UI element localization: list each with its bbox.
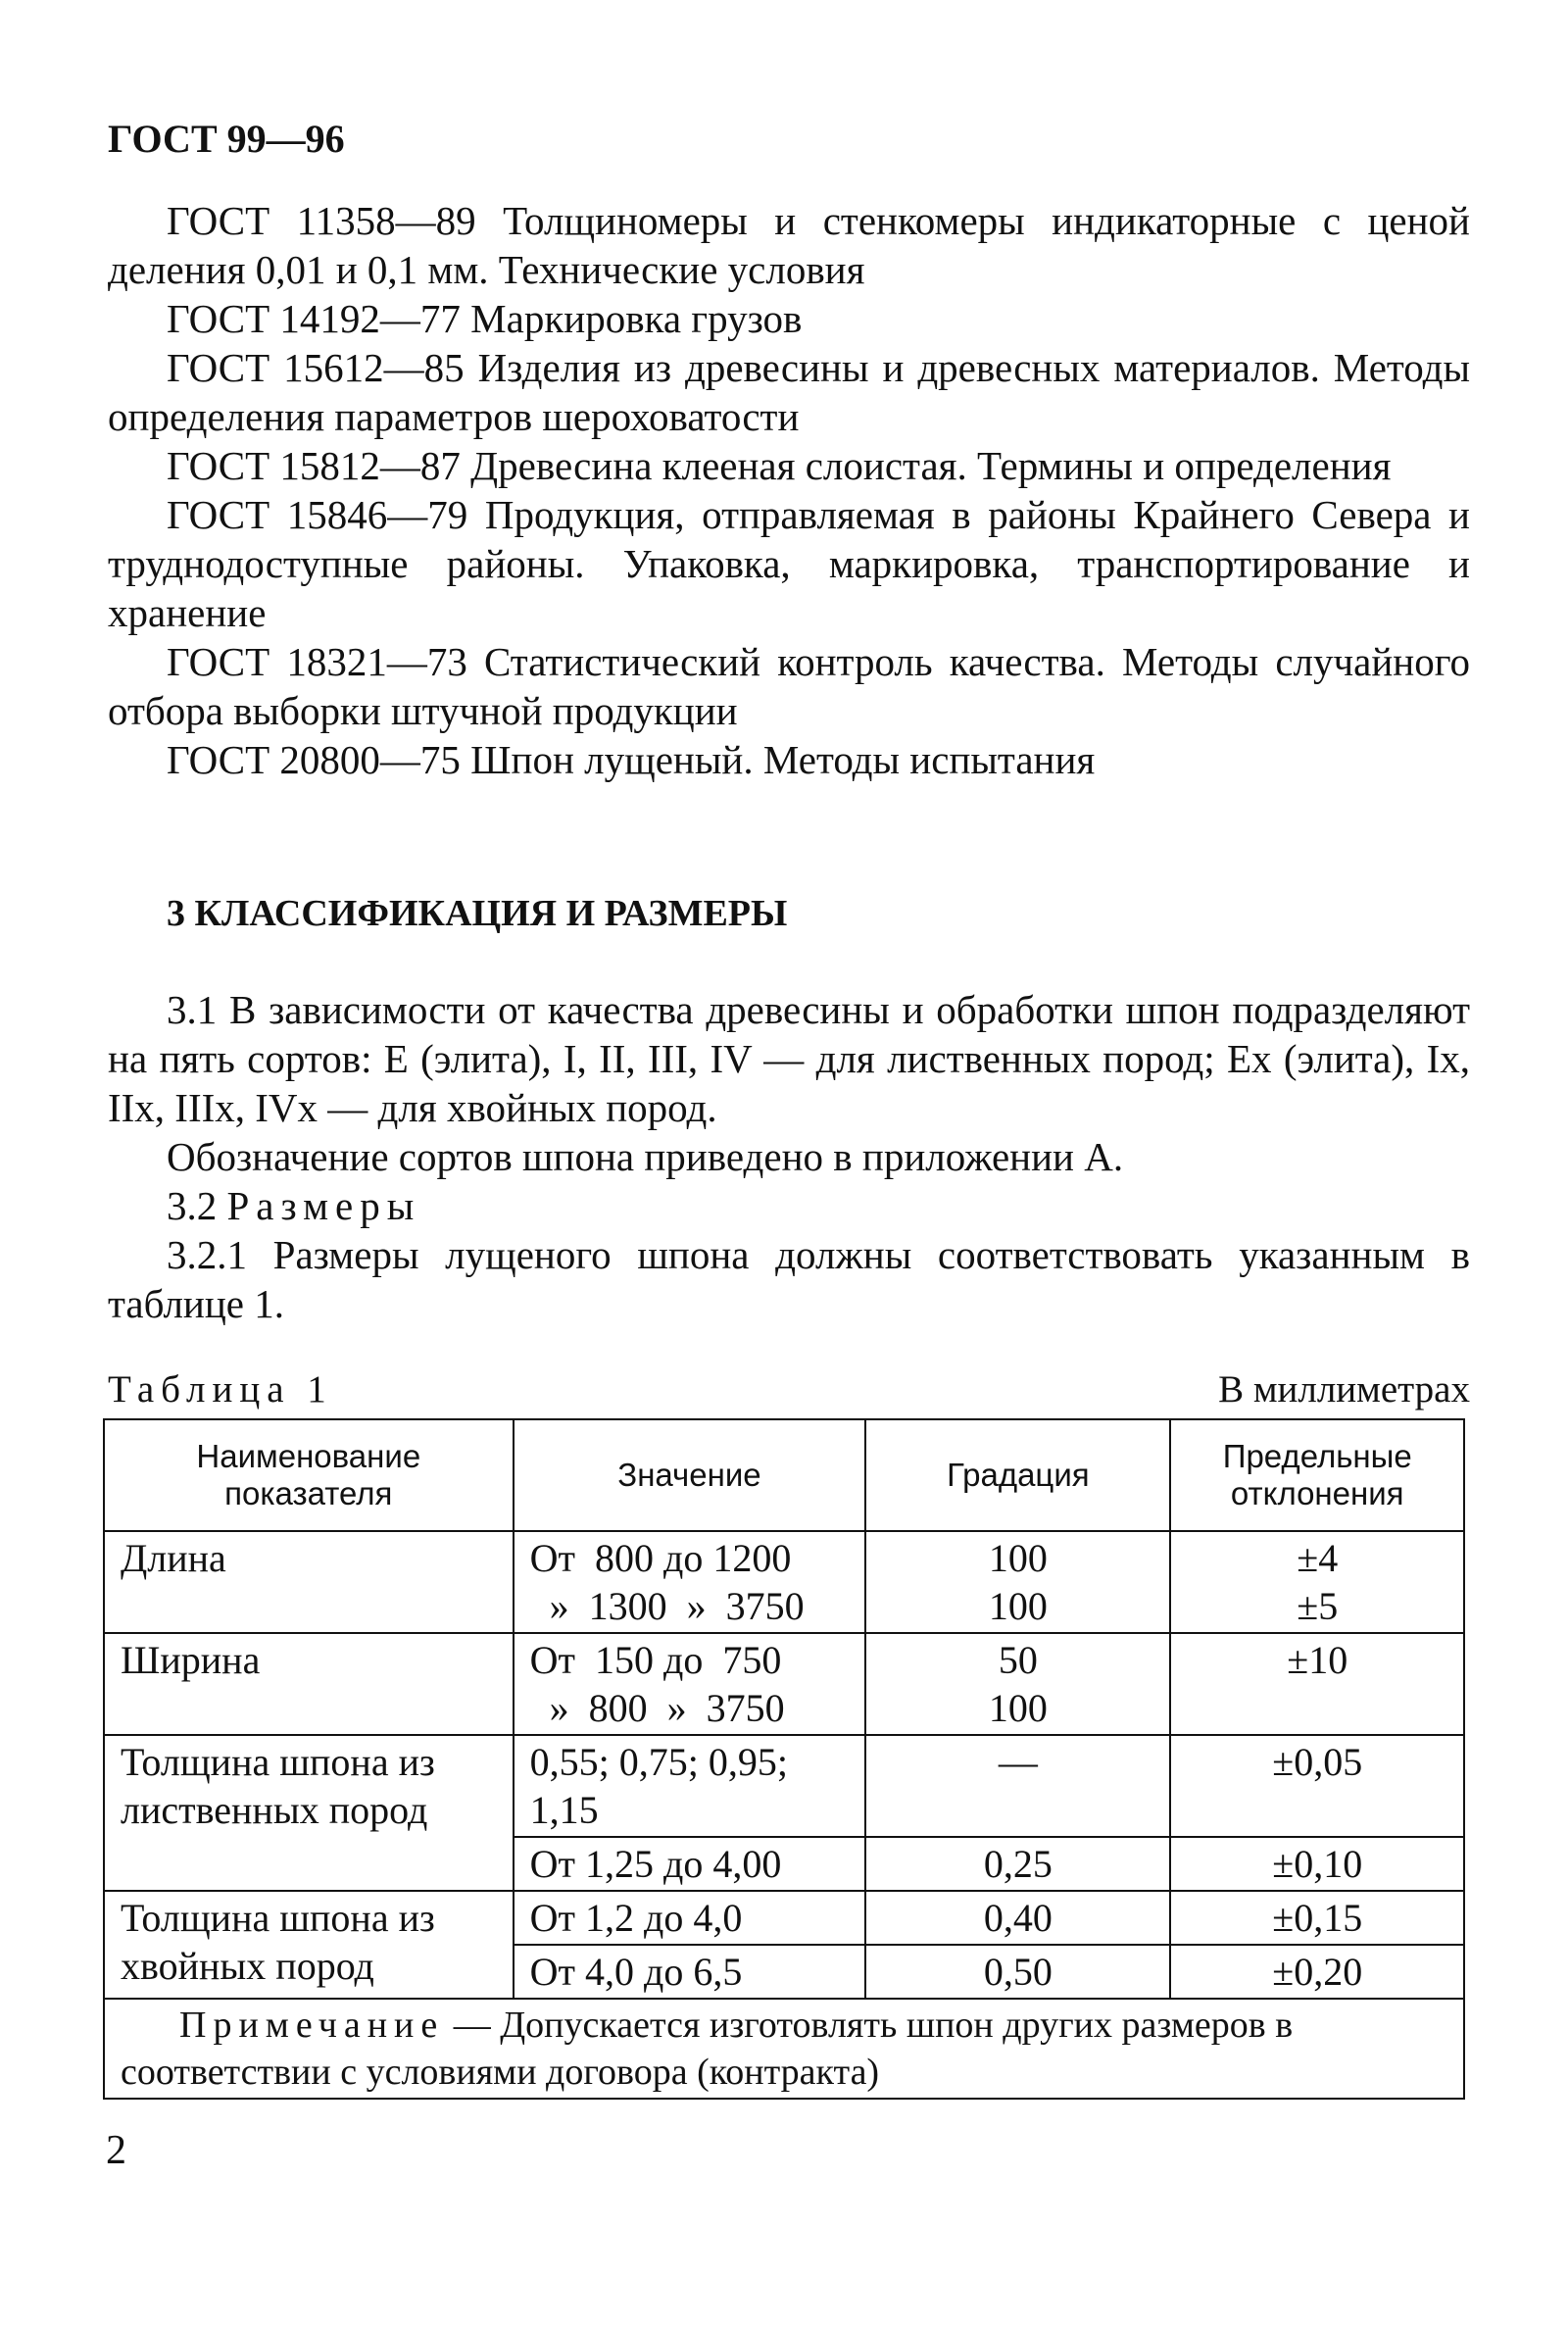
row-name: Длина [104,1531,514,1633]
reference-item: ГОСТ 11358—89 Толщиномеры и стенкомеры индикаторные с ценой деления 0,01 и 0,1 мм. Технические условия [108,198,1470,292]
deviation-cell: ±0,05 [1170,1735,1464,1837]
deviation-cell: ±0,20 [1170,1945,1464,1999]
grad-cell: 0,50 [865,1945,1170,1999]
paragraph-3-1: 3.1 В зависимости от качества древесины и обработки шпон подразделяют на пять сортов: Е (элита), I, II, III, IV — для лиственных пород; Ех (элита), Ix, IIx, IIIx, IVx — для хвойных пород. [108,987,1470,1130]
table-row [104,1633,1464,1735]
grad-cell: 100 100 [865,1531,1170,1633]
reference-item: ГОСТ 15612—85 Изделия из древесины и древесных материалов. Методы определения параметров шероховатости [108,345,1470,439]
grad-cell: 0,25 [865,1837,1170,1891]
clause-title: Размеры [226,1183,421,1228]
deviation-cell: ±0,15 [1170,1891,1464,1945]
deviation-cell: ±0,10 [1170,1837,1464,1891]
row-name: Толщина шпона из лиственных пород [104,1735,514,1891]
table-note [104,1999,1464,2099]
value-cell: От 1,25 до 4,00 [514,1837,866,1891]
note-label: Примечание [179,2005,445,2046]
table-header-row [104,1419,1464,1531]
header-cell: Предельные отклонения [1170,1419,1464,1531]
table-caption: Таблица 1 [108,1368,333,1411]
value-cell: 0,55; 0,75; 0,95; 1,15 [514,1735,866,1837]
row-name: Ширина [104,1633,514,1735]
reference-item: ГОСТ 18321—73 Статистический контроль качества. Методы случайного отбора выборки штучной продукции [108,639,1470,733]
classification-section [108,985,1470,1328]
table-row [104,1735,1464,1837]
paragraph-3-2-heading [108,1181,1470,1230]
paragraph-3-2-1: 3.2.1 Размеры лущеного шпона должны соответствовать указанным в таблице 1. [108,1232,1470,1326]
page-number: 2 [106,2128,126,2173]
value-cell: От 4,0 до 6,5 [514,1945,866,1999]
reference-item: ГОСТ 14192—77 Маркировка грузов [167,296,803,341]
dimensions-table [103,1418,1465,2100]
table-caption-row [108,1367,1470,1411]
value-cell: От 800 до 1200 » 1300 » 3750 [514,1531,866,1633]
grad-cell: 50 100 [865,1633,1170,1735]
paragraph-grades-annex: Обозначение сортов шпона приведено в приложении А. [167,1134,1124,1179]
grad-cell: 0,40 [865,1891,1170,1945]
note-text: — Допускается изготовлять шпон других размеров в соответствии с условиями договора (контракта) [121,2005,1294,2093]
reference-item: ГОСТ 15812—87 Древесина клееная слоистая. Термины и определения [167,443,1392,488]
header-cell: Наименование показателя [104,1419,514,1531]
reference-item: ГОСТ 15846—79 Продукция, отправляемая в районы Крайнего Севера и труднодоступные районы. Упаковка, маркировка, транспортирование и хранение [108,492,1470,635]
header-cell: Значение [514,1419,866,1531]
deviation-cell: ±10 [1170,1633,1464,1735]
table-row [104,1531,1464,1633]
document-header: ГОСТ 99—96 [108,117,345,161]
row-name: Толщина шпона из хвойных пород [104,1891,514,1999]
value-cell: От 1,2 до 4,0 [514,1891,866,1945]
normative-references-list [108,196,1470,784]
table-units: В миллиметрах [1218,1368,1470,1411]
table-row [104,1891,1464,1945]
reference-item: ГОСТ 20800—75 Шпон лущеный. Методы испытания [167,737,1096,782]
clause-number: 3.2 [167,1183,218,1228]
grad-cell: — [865,1735,1170,1837]
header-cell: Градация [865,1419,1170,1531]
section-title: 3 КЛАССИФИКАЦИЯ И РАЗМЕРЫ [167,893,788,934]
value-cell: От 150 до 750 » 800 » 3750 [514,1633,866,1735]
deviation-cell: ±4 ±5 [1170,1531,1464,1633]
table-note-row [104,1999,1464,2099]
